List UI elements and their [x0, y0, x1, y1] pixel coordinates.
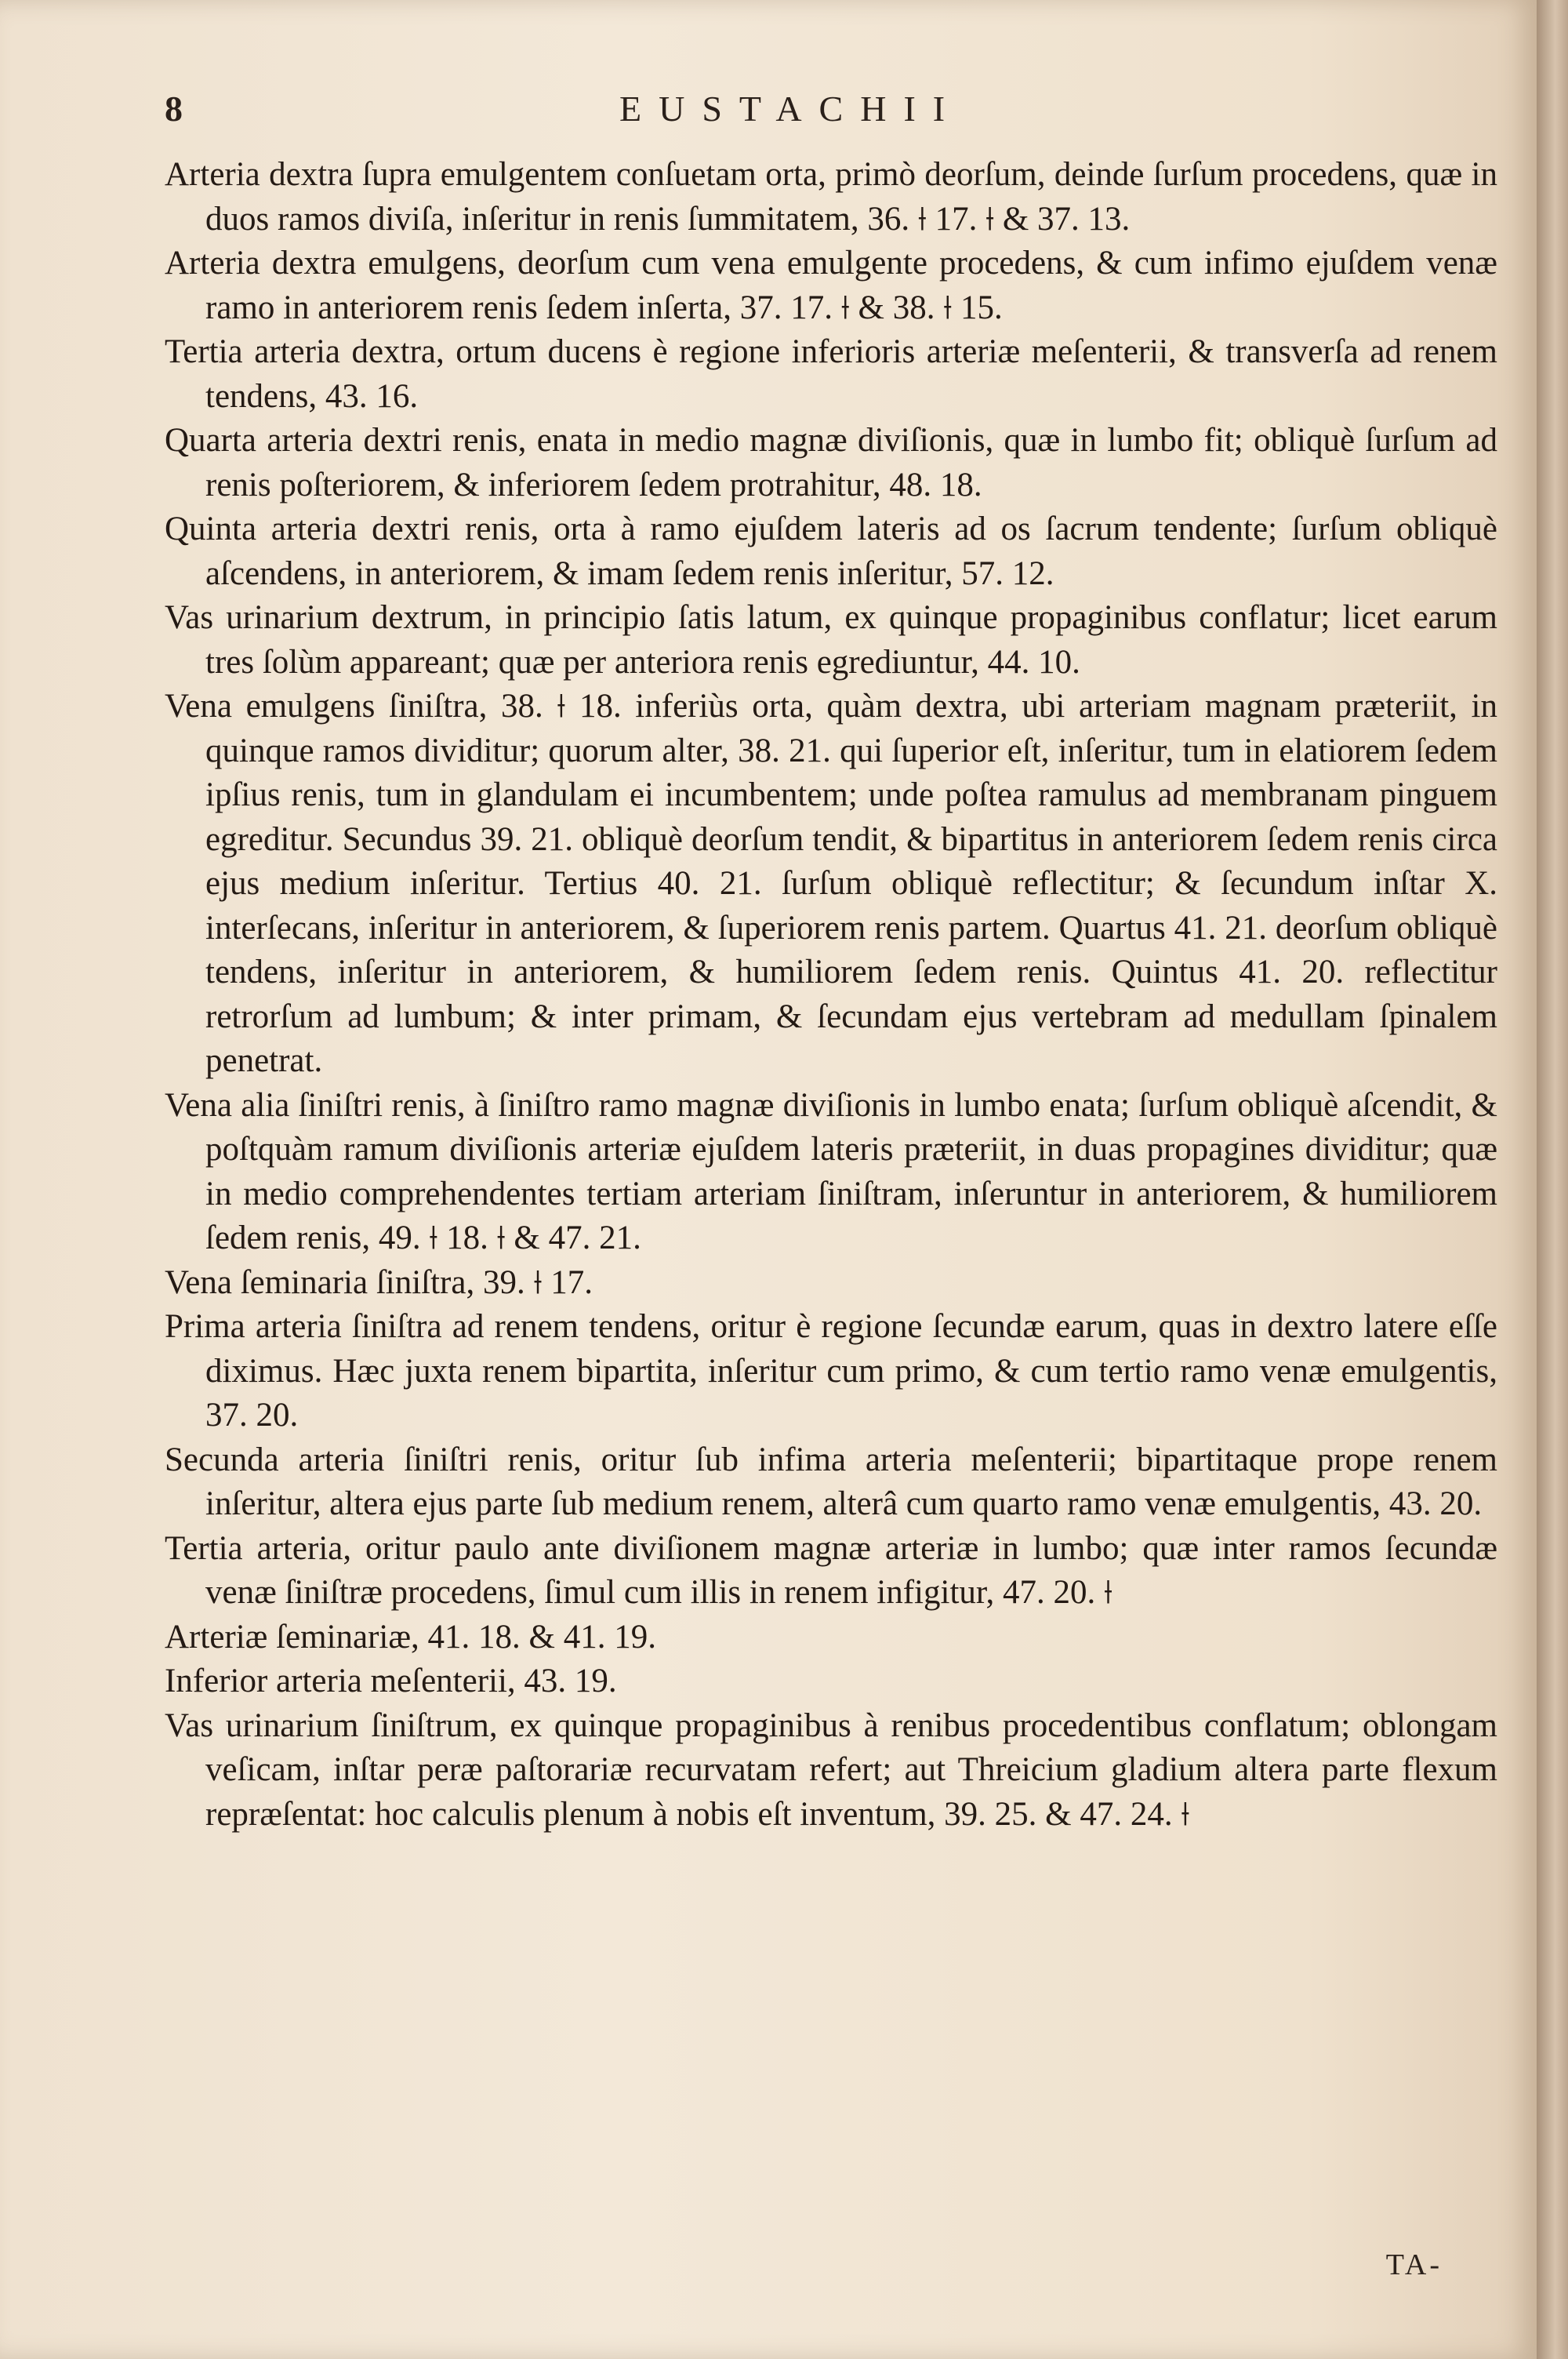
- page-edge: [1537, 0, 1568, 2359]
- entry-text: Arteria dextra emulgens, deorſum cum vena emulgente procedens, & cum infimo ejuſdem venæ ramo in anteriorem renis ſedem inſerta, 37. 17. ⟊ & 38. ⟊ 15.: [165, 245, 1497, 326]
- catchword: TA-: [1385, 2248, 1443, 2281]
- entry-text: Vena ſeminaria ſiniſtra, 39. ⟊ 17.: [165, 1263, 593, 1301]
- entry-text: Vena alia ſiniſtri renis, à ſiniſtro ramo magnæ diviſionis in lumbo enata; ſurſum obliquè aſcendit, & poſtquàm ramum diviſionis arteriæ ejuſdem lateris præteriit, in duas propagines dividitur; quæ in medio comprehendentes tertiam arteriam ſiniſtram, inſeruntur in anteriorem, & humiliorem ſedem renis, 49. ⟊ 18. ⟊ & 47. 21.: [165, 1086, 1497, 1256]
- page-body: [165, 153, 1497, 1837]
- entry-text: Secunda arteria ſiniſtri renis, oritur ſub infima arteria meſenterii; bipartitaque prope renem inſeritur, altera ejus parte ſub medium renem, alterâ cum quarto ramo venæ emulgentis, 43. 20.: [165, 1441, 1497, 1522]
- entry-text: Arteriæ ſeminariæ, 41. 18. & 41. 19.: [165, 1618, 657, 1656]
- entry-text: Vena emulgens ſiniſtra, 38. ⟊ 18. inferiùs orta, quàm dextra, ubi arteriam magnam præteriit, in quinque ramos dividitur; quorum alter, 38. 21. qui ſuperior eſt, inſeritur, tum in elatiorem ſedem ipſius renis, tum in glandulam ei incumbentem; unde poſtea ramulus ad membranam pinguem egreditur. Secundus 39. 21. obliquè deorſum tendit, & bipartitus in anteriorem ſedem renis circa ejus medium inſeritur. Tertius 40. 21. ſurſum obliquè reflectitur; & ſecundum inſtar X. interſecans, inſeritur in anteriorem, & ſuperiorem renis partem. Quartus 41. 21. deorſum obliquè tendens, inſeritur in anteriorem, & humiliorem ſedem renis. Quintus 41. 20. reflectitur retrorſum ad lumbum; & inter primam, & ſecundam ejus vertebram ad medullam ſpinalem penetrat.: [165, 688, 1497, 1079]
- page-header: [165, 88, 1497, 143]
- running-head: EUSTACHII: [619, 89, 963, 129]
- entry-text: Inferior arteria meſenterii, 43. 19.: [165, 1663, 617, 1699]
- entry-text: Tertia arteria, oritur paulo ante diviſionem magnæ arteriæ in lumbo; quæ inter ramos ſecundæ venæ ſiniſtræ procedens, ſimul cum illis in renem infigitur, 47. 20. ⟊: [165, 1529, 1497, 1611]
- page-number: 8: [165, 89, 183, 129]
- entry-text: Vas urinarium dextrum, in principio ſatis latum, ex quinque propaginibus conflatur; licet earum tres ſolùm appareant; quæ per anteriora renis egrediuntur, 44. 10.: [165, 599, 1497, 681]
- entry-text: Arteria dextra ſupra emulgentem conſuetam orta, primò deorſum, deinde ſurſum procedens, quæ in duos ramos diviſa, inſeritur in renis ſummitatem, 36. ⟊ 17. ⟊ & 37. 13.: [165, 156, 1497, 238]
- entry-text: Prima arteria ſiniſtra ad renem tendens, oritur è regione ſecundæ earum, quas in dextro latere eſſe diximus. Hæc juxta renem bipartita, inſeritur cum primo, & cum tertio ramo venæ emulgentis, 37. 20.: [165, 1308, 1497, 1434]
- entry-text: Vas urinarium ſiniſtrum, ex quinque propaginibus à renibus procedentibus conflatum; oblongam veſicam, inſtar peræ paſtorariæ recurvatam refert; aut Threicium gladium altera parte flexum repræſentat: hoc calculis plenum à nobis eſt inventum, 39. 25. & 47. 24. ⟊: [165, 1707, 1497, 1833]
- entry-text: Tertia arteria dextra, ortum ducens è regione inferioris arteriæ meſenterii, & transverſa ad renem tendens, 43. 16.: [165, 333, 1497, 415]
- entry-text: Quinta arteria dextri renis, orta à ramo ejuſdem lateris ad os ſacrum tendente; ſurſum obliquè aſcendens, in anteriorem, & imam ſedem renis inſeritur, 57. 12.: [165, 511, 1497, 592]
- entry-text: Quarta arteria dextri renis, enata in medio magnæ diviſionis, quæ in lumbo fit; obliquè ſurſum ad renis poſteriorem, & inferiorem ſedem protrahitur, 48. 18.: [165, 422, 1497, 503]
